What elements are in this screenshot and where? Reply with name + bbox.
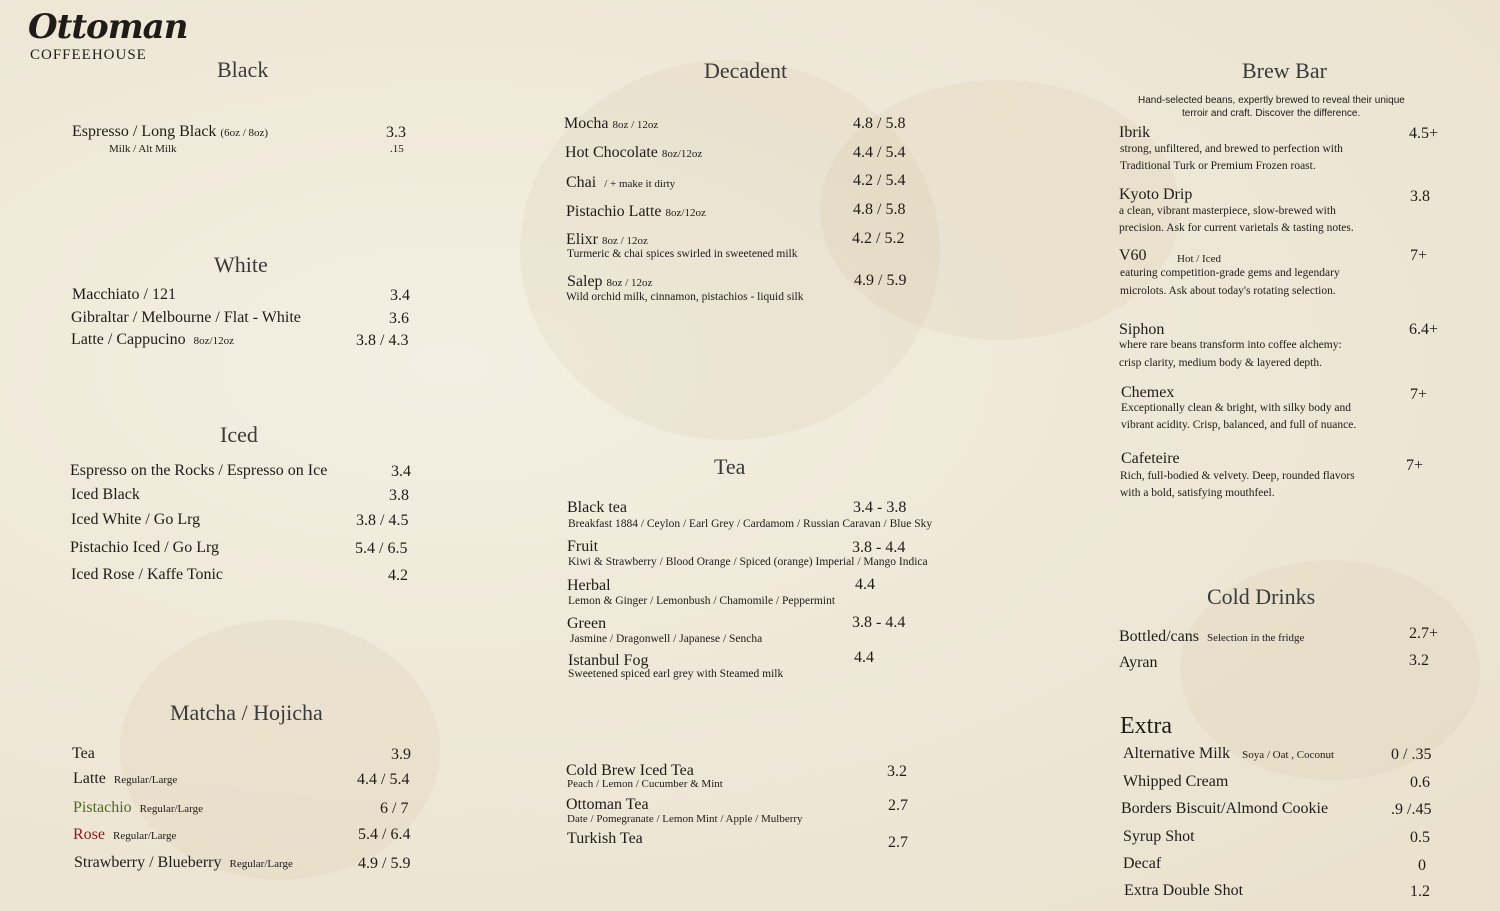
item-name: Salep <box>567 273 603 290</box>
item-size: 8oz/12oz <box>661 148 703 160</box>
item-name: Elixr <box>566 231 598 248</box>
item-price: 3.8 - 4.4 <box>852 539 906 556</box>
item-description: crisp clarity, medium body & layered depth. <box>1119 357 1323 369</box>
item-description: Turmeric & chai spices swirled in sweetened milk <box>567 248 798 260</box>
item-price: 0.5 <box>1410 829 1430 846</box>
section-title-cold-drinks: Cold Drinks <box>1207 584 1316 609</box>
item-name: Latte <box>73 770 106 787</box>
item-price: 4.8 / 5.8 <box>853 201 906 218</box>
item-name: Whipped Cream <box>1123 773 1229 790</box>
item-description: Exceptionally clean & bright, with silky body and <box>1121 402 1351 414</box>
item-name: Istanbul Fog <box>568 652 649 669</box>
item-description: Jasmine / Dragonwell / Japanese / Sencha <box>570 633 763 645</box>
item-description: precision. Ask for current varietals & tasting notes. <box>1119 222 1354 234</box>
item-description: Kiwi & Strawberry / Blood Orange / Spiced (orange) Imperial / Mango Indica <box>568 556 928 568</box>
item-name: Tea <box>72 745 95 762</box>
item-size: Regular/Large <box>113 774 178 786</box>
item-description: Lemon & Ginger / Lemonbush / Chamomile / Peppermint <box>568 595 836 607</box>
item-name: Syrup Shot <box>1123 828 1195 845</box>
item-price: 4.2 / 5.2 <box>852 230 905 247</box>
item-name: Espresso on the Rocks / Espresso on Ice <box>70 462 328 479</box>
item-price: 7+ <box>1410 386 1428 403</box>
item-size: 8oz / 12oz <box>602 235 648 247</box>
item-name: Ottoman Tea <box>566 796 649 813</box>
item-price: 3.8 / 4.3 <box>356 332 409 349</box>
item-price: 0.6 <box>1410 774 1430 791</box>
item-description: Rich, full-bodied & velvety. Deep, rounded flavors <box>1120 470 1355 482</box>
item-name: Black tea <box>567 499 627 516</box>
item-price: 2.7 <box>888 797 908 814</box>
item-price: 3.8 <box>389 487 409 504</box>
item-name: Rose <box>73 826 105 843</box>
item-price: .9 /.45 <box>1391 801 1432 818</box>
item-name: Bottled/cans <box>1119 628 1199 645</box>
item-name: Strawberry / Blueberry <box>74 854 222 871</box>
item-price: 2.7 <box>888 834 908 851</box>
item-size: Regular/Large <box>139 803 203 815</box>
item-name: Cold Brew Iced Tea <box>566 762 694 779</box>
item-subline: Milk / Alt Milk <box>109 143 177 155</box>
item-description: Date / Pomegranate / Lemon Mint / Apple / Mulberry <box>567 813 803 825</box>
item-name: Iced Rose / Kaffe Tonic <box>71 566 224 583</box>
item-name: Gibraltar / Melbourne / Flat - White <box>71 309 301 326</box>
item-description: vibrant acidity. Crisp, balanced, and full of nuance. <box>1121 419 1357 431</box>
item-description: Traditional Turk or Premium Frozen roast. <box>1120 160 1316 172</box>
item-size: Hot / Iced <box>1177 253 1221 265</box>
item-name: Pistachio Iced / Go Lrg <box>70 539 220 556</box>
item-price: 4.4 / 5.4 <box>853 144 906 161</box>
item-name: Ibrik <box>1119 124 1151 141</box>
item-name: Chai <box>566 174 597 191</box>
item-name: Ayran <box>1119 654 1158 671</box>
item-price: 4.8 / 5.8 <box>853 115 906 132</box>
item-price: 3.8 <box>1410 188 1430 205</box>
section-title-white: White <box>214 252 268 277</box>
item-name: Iced Black <box>71 486 140 503</box>
item-price: 6 / 7 <box>380 800 409 817</box>
item-name: V60 <box>1119 247 1147 264</box>
section-title-iced: Iced <box>220 422 258 447</box>
item-size: 8oz/12oz <box>193 335 234 347</box>
item-description: Breakfast 1884 / Ceylon / Earl Grey / Cardamom / Russian Caravan / Blue Sky <box>568 518 933 530</box>
item-name: Kyoto Drip <box>1119 186 1193 203</box>
section-title-tea: Tea <box>714 454 746 479</box>
item-name: Borders Biscuit/Almond Cookie <box>1121 800 1329 817</box>
item-price: 0 / .35 <box>1391 746 1432 763</box>
item-price: 4.9 / 5.9 <box>854 272 907 289</box>
item-price: 3.9 <box>391 746 411 763</box>
item-price: 4.4 <box>855 576 875 593</box>
item-price: 3.3 <box>386 124 406 141</box>
item-size: Selection in the fridge <box>1206 632 1305 644</box>
item-name: Chemex <box>1121 384 1175 401</box>
item-price: 3.8 - 4.4 <box>852 614 906 631</box>
item-name: Pistachio Latte <box>566 203 662 220</box>
item-size: 8oz / 12oz <box>612 119 659 131</box>
item-price: 4.5+ <box>1409 125 1439 142</box>
item-name: Herbal <box>567 577 611 594</box>
item-name: Mocha <box>564 115 609 132</box>
item-size: 8oz/12oz <box>665 207 706 219</box>
brand-logo-script: Ottoman <box>28 7 188 47</box>
item-description: microlots. Ask about today's rotating selection. <box>1120 285 1336 297</box>
item-name: Macchiato / 121 <box>72 286 176 303</box>
item-price: 7+ <box>1406 457 1424 474</box>
item-subline-price: .15 <box>390 143 404 155</box>
item-description: eaturing competition-grade gems and legendary <box>1120 267 1340 279</box>
item-price: 3.2 <box>1409 652 1429 669</box>
item-description: a clean, vibrant masterpiece, slow-brewed with <box>1119 205 1336 217</box>
item-price: 6.4+ <box>1409 321 1439 338</box>
item-name: Pistachio <box>73 799 132 816</box>
item-name: Siphon <box>1119 321 1165 338</box>
item-price: 7+ <box>1410 247 1428 264</box>
brew-intro-line-1: Hand-selected beans, expertly brewed to reveal their unique <box>1138 95 1405 106</box>
section-title-black: Black <box>217 57 269 82</box>
item-description: Peach / Lemon / Cucumber & Mint <box>567 778 723 790</box>
item-price: 5.4 / 6.4 <box>358 826 411 843</box>
item-description: with a bold, satisfying mouthfeel. <box>1120 487 1275 499</box>
item-price: 3.8 / 4.5 <box>356 512 409 529</box>
item-price: 0 <box>1418 857 1426 874</box>
item-price: 3.4 <box>391 463 411 480</box>
item-size: Regular/Large <box>113 830 177 842</box>
item-name: Hot Chocolate <box>565 144 658 161</box>
item-name: Decaf <box>1123 855 1162 872</box>
item-name: Extra Double Shot <box>1124 882 1244 899</box>
item-price: 3.4 <box>390 287 410 304</box>
item-price: 3.6 <box>389 310 409 327</box>
item-size: Soya / Oat , Coconut <box>1242 749 1335 761</box>
item-price: 1.2 <box>1410 883 1430 900</box>
item-size: Regular/Large <box>229 858 293 870</box>
item-price: 4.2 <box>388 567 408 584</box>
item-price: 5.4 / 6.5 <box>355 540 408 557</box>
item-name: Latte / Cappucino <box>71 331 186 348</box>
item-description: where rare beans transform into coffee alchemy: <box>1119 339 1342 351</box>
item-name: Green <box>567 615 607 632</box>
item-price: 4.4 / 5.4 <box>357 771 410 788</box>
brand-logo-sub: COFFEEHOUSE <box>30 47 147 63</box>
item-name: Alternative Milk <box>1123 745 1231 762</box>
section-title-matcha: Matcha / Hojicha <box>170 700 323 725</box>
item-price: 4.2 / 5.4 <box>853 172 906 189</box>
item-price: 3.2 <box>887 763 907 780</box>
item-size: / + make it dirty <box>604 178 676 190</box>
item-price: 4.9 / 5.9 <box>358 855 411 872</box>
section-title-brew-bar: Brew Bar <box>1242 58 1327 83</box>
section-title-extra: Extra <box>1120 713 1172 739</box>
item-size: 8oz / 12oz <box>606 277 653 289</box>
item-description: Sweetened spiced earl grey with Steamed milk <box>568 668 784 680</box>
item-price: 4.4 <box>854 649 874 666</box>
item-name: Turkish Tea <box>567 830 643 847</box>
item-name: Cafeteire <box>1121 450 1180 467</box>
item-description: Wild orchid milk, cinnamon, pistachios - liquid silk <box>566 291 804 303</box>
item-size: (6oz / 8oz) <box>220 127 269 139</box>
item-description: strong, unfiltered, and brewed to perfection with <box>1120 143 1343 155</box>
item-name: Espresso / Long Black <box>72 123 217 140</box>
brew-intro-line-2: terroir and craft. Discover the difference. <box>1182 108 1361 119</box>
item-price: 2.7+ <box>1409 625 1439 642</box>
item-name: Iced White / Go Lrg <box>71 511 201 528</box>
item-name: Fruit <box>567 538 599 555</box>
section-title-decadent: Decadent <box>704 58 788 83</box>
item-price: 3.4 - 3.8 <box>853 499 907 516</box>
